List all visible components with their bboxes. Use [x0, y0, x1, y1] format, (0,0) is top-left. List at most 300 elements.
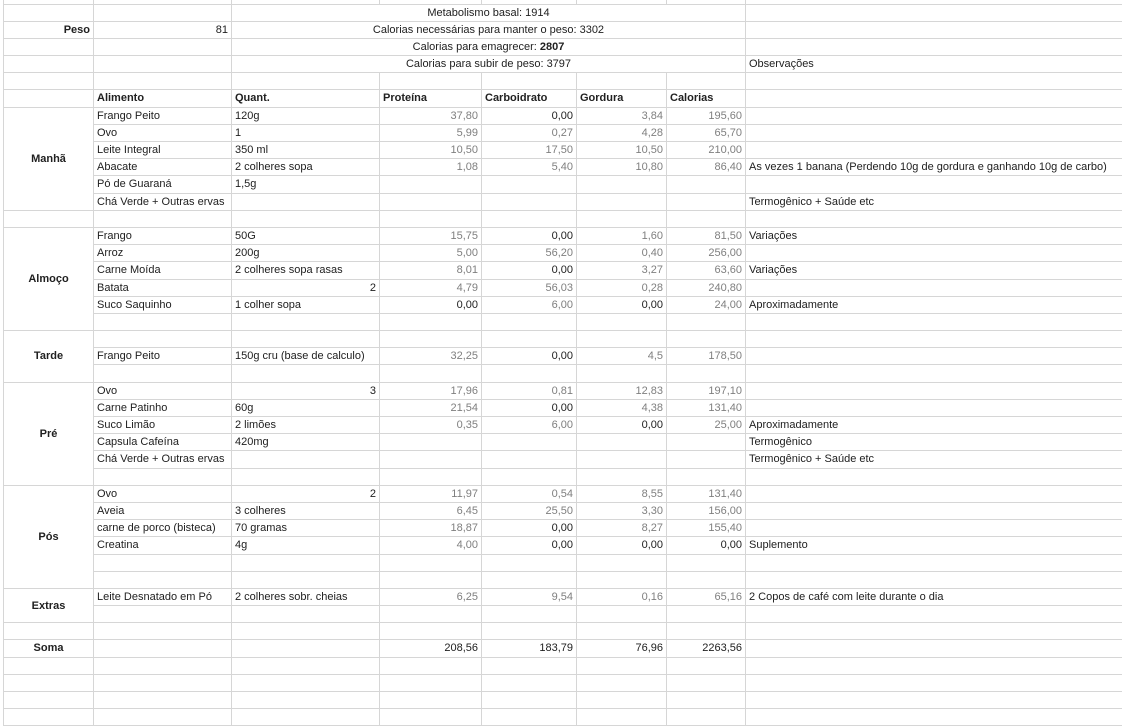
empty-cell[interactable] [4, 657, 94, 674]
calories-cell[interactable]: 65,16 [667, 588, 746, 605]
empty-cell[interactable] [94, 468, 232, 485]
empty-cell[interactable] [380, 210, 482, 227]
empty-cell[interactable] [232, 692, 380, 709]
section-label-cell[interactable]: Manhã [4, 107, 94, 210]
header-alimento[interactable]: Alimento [94, 90, 232, 107]
food-cell[interactable]: Suco Saquinho [94, 296, 232, 313]
empty-cell[interactable] [482, 365, 577, 382]
empty-cell[interactable] [94, 606, 232, 623]
food-cell[interactable]: Carne Moída [94, 262, 232, 279]
protein-cell[interactable]: 6,25 [380, 588, 482, 605]
fat-cell[interactable]: 0,16 [577, 588, 667, 605]
empty-cell[interactable] [94, 365, 232, 382]
carb-cell[interactable] [482, 193, 577, 210]
empty-cell[interactable] [577, 692, 667, 709]
calories-cell[interactable]: 195,60 [667, 107, 746, 124]
fat-cell[interactable] [577, 451, 667, 468]
empty-cell[interactable] [577, 554, 667, 571]
carb-cell[interactable]: 0,27 [482, 124, 577, 141]
carb-cell[interactable]: 0,81 [482, 382, 577, 399]
carb-cell[interactable]: 25,50 [482, 502, 577, 519]
empty-cell[interactable] [577, 606, 667, 623]
fat-cell[interactable]: 4,28 [577, 124, 667, 141]
calorias-emagrecer-cell[interactable] [232, 38, 746, 55]
empty-cell[interactable] [4, 623, 94, 640]
empty-cell[interactable] [482, 709, 577, 726]
fat-cell[interactable]: 0,00 [577, 417, 667, 434]
calories-cell[interactable]: 25,00 [667, 417, 746, 434]
empty-cell[interactable] [380, 554, 482, 571]
food-cell[interactable]: Frango [94, 227, 232, 244]
empty-cell[interactable] [380, 657, 482, 674]
protein-cell[interactable]: 18,87 [380, 520, 482, 537]
calories-cell[interactable] [667, 193, 746, 210]
empty-cell[interactable] [482, 692, 577, 709]
empty-cell[interactable] [94, 4, 232, 21]
calories-cell[interactable] [667, 176, 746, 193]
quant-cell[interactable]: 70 gramas [232, 520, 380, 537]
obs-cell[interactable] [746, 520, 1122, 537]
empty-cell[interactable] [482, 674, 577, 691]
fat-cell[interactable]: 0,40 [577, 245, 667, 262]
empty-cell[interactable] [746, 709, 1122, 726]
protein-cell[interactable]: 8,01 [380, 262, 482, 279]
empty-cell[interactable] [667, 73, 746, 90]
empty-cell[interactable] [667, 313, 746, 330]
carb-cell[interactable]: 0,00 [482, 227, 577, 244]
empty-cell[interactable] [94, 56, 232, 73]
empty-cell[interactable] [4, 692, 94, 709]
section-label-cell[interactable]: Extras [4, 588, 94, 622]
empty-cell[interactable] [94, 313, 232, 330]
carb-cell[interactable]: 56,03 [482, 279, 577, 296]
obs-cell[interactable]: As vezes 1 banana (Perdendo 10g de gordura e ganhando 10g de carbo) [746, 159, 1122, 176]
carb-cell[interactable] [482, 451, 577, 468]
carb-cell[interactable]: 0,00 [482, 262, 577, 279]
fat-cell[interactable]: 3,30 [577, 502, 667, 519]
calories-cell[interactable]: 63,60 [667, 262, 746, 279]
obs-cell[interactable] [746, 502, 1122, 519]
header-proteina[interactable]: Proteína [380, 90, 482, 107]
empty-cell[interactable] [746, 73, 1122, 90]
empty-cell[interactable] [667, 674, 746, 691]
food-cell[interactable]: Aveia [94, 502, 232, 519]
empty-cell[interactable] [746, 657, 1122, 674]
food-cell[interactable]: Carne Patinho [94, 399, 232, 416]
empty-cell[interactable] [94, 709, 232, 726]
food-cell[interactable]: Creatina [94, 537, 232, 554]
calories-cell[interactable]: 131,40 [667, 399, 746, 416]
empty-cell[interactable] [232, 313, 380, 330]
calories-cell[interactable]: 65,70 [667, 124, 746, 141]
carb-cell[interactable]: 0,54 [482, 485, 577, 502]
protein-cell[interactable]: 4,00 [380, 537, 482, 554]
empty-cell[interactable] [667, 365, 746, 382]
fat-cell[interactable]: 3,84 [577, 107, 667, 124]
fat-cell[interactable] [577, 176, 667, 193]
carb-cell[interactable] [482, 434, 577, 451]
empty-cell[interactable] [746, 210, 1122, 227]
obs-cell[interactable]: Termogênico [746, 434, 1122, 451]
obs-cell[interactable] [746, 348, 1122, 365]
food-cell[interactable]: Pó de Guaraná [94, 176, 232, 193]
calories-cell[interactable]: 24,00 [667, 296, 746, 313]
food-cell[interactable]: carne de porco (bisteca) [94, 520, 232, 537]
empty-cell[interactable] [380, 468, 482, 485]
empty-cell[interactable] [577, 623, 667, 640]
empty-cell[interactable] [746, 554, 1122, 571]
carb-cell[interactable]: 17,50 [482, 142, 577, 159]
calories-cell[interactable]: 197,10 [667, 382, 746, 399]
header-gordura[interactable]: Gordura [577, 90, 667, 107]
obs-cell[interactable] [746, 124, 1122, 141]
empty-cell[interactable] [94, 38, 232, 55]
calories-cell[interactable]: 0,00 [667, 537, 746, 554]
empty-cell[interactable] [380, 365, 482, 382]
calories-cell[interactable] [667, 451, 746, 468]
header-carboidrato[interactable]: Carboidrato [482, 90, 577, 107]
empty-cell[interactable] [577, 468, 667, 485]
calorias-manter-cell[interactable]: Calorias necessárias para manter o peso: 3302 [232, 21, 746, 38]
protein-cell[interactable] [380, 176, 482, 193]
empty-cell[interactable] [667, 331, 746, 348]
empty-cell[interactable] [577, 73, 667, 90]
quant-cell[interactable]: 50G [232, 227, 380, 244]
empty-cell[interactable] [232, 606, 380, 623]
quant-cell[interactable]: 120g [232, 107, 380, 124]
obs-cell[interactable]: Variações [746, 262, 1122, 279]
empty-cell[interactable] [667, 606, 746, 623]
empty-cell[interactable] [4, 73, 94, 90]
food-cell[interactable]: Ovo [94, 485, 232, 502]
empty-cell[interactable] [94, 623, 232, 640]
quant-cell[interactable]: 3 colheres [232, 502, 380, 519]
empty-cell[interactable] [232, 468, 380, 485]
fat-cell[interactable]: 1,60 [577, 227, 667, 244]
metabolismo-basal-cell[interactable]: Metabolismo basal: 1914 [232, 4, 746, 21]
calories-cell[interactable] [667, 434, 746, 451]
empty-cell[interactable] [4, 90, 94, 107]
quant-cell[interactable]: 2 [232, 485, 380, 502]
empty-cell[interactable] [482, 210, 577, 227]
empty-cell[interactable] [667, 709, 746, 726]
quant-cell[interactable]: 3 [232, 382, 380, 399]
empty-cell[interactable] [94, 657, 232, 674]
protein-cell[interactable]: 10,50 [380, 142, 482, 159]
peso-value-cell[interactable]: 81 [94, 21, 232, 38]
obs-cell[interactable]: Suplemento [746, 537, 1122, 554]
empty-cell[interactable] [482, 623, 577, 640]
protein-cell[interactable]: 4,79 [380, 279, 482, 296]
empty-cell[interactable] [667, 657, 746, 674]
calories-cell[interactable]: 2263,56 [667, 640, 746, 657]
quant-cell[interactable] [232, 451, 380, 468]
quant-cell[interactable]: 2 colheres sopa [232, 159, 380, 176]
empty-cell[interactable] [4, 4, 94, 21]
carb-cell[interactable]: 183,79 [482, 640, 577, 657]
empty-cell[interactable] [577, 657, 667, 674]
empty-cell[interactable] [482, 657, 577, 674]
empty-cell[interactable] [232, 365, 380, 382]
fat-cell[interactable]: 8,55 [577, 485, 667, 502]
empty-cell[interactable] [667, 468, 746, 485]
empty-cell[interactable] [482, 606, 577, 623]
quant-cell[interactable]: 150g cru (base de calculo) [232, 348, 380, 365]
calories-cell[interactable]: 240,80 [667, 279, 746, 296]
empty-cell[interactable] [577, 709, 667, 726]
empty-cell[interactable] [4, 210, 94, 227]
empty-cell[interactable] [380, 606, 482, 623]
quant-cell[interactable]: 4g [232, 537, 380, 554]
fat-cell[interactable]: 4,38 [577, 399, 667, 416]
food-cell[interactable]: Chá Verde + Outras ervas [94, 451, 232, 468]
empty-cell[interactable] [380, 709, 482, 726]
quant-cell[interactable]: 1 [232, 124, 380, 141]
protein-cell[interactable]: 11,97 [380, 485, 482, 502]
food-cell[interactable]: Leite Integral [94, 142, 232, 159]
obs-cell[interactable] [746, 142, 1122, 159]
calories-cell[interactable]: 210,00 [667, 142, 746, 159]
empty-cell[interactable] [380, 331, 482, 348]
fat-cell[interactable]: 0,28 [577, 279, 667, 296]
quant-cell[interactable]: 2 [232, 279, 380, 296]
section-label-cell[interactable]: Tarde [4, 331, 94, 383]
carb-cell[interactable]: 56,20 [482, 245, 577, 262]
empty-cell[interactable] [577, 210, 667, 227]
empty-cell[interactable] [667, 210, 746, 227]
table-row [4, 176, 1122, 193]
obs-cell[interactable] [746, 640, 1122, 657]
empty-cell[interactable] [746, 313, 1122, 330]
empty-cell[interactable] [380, 73, 482, 90]
empty-cell[interactable] [667, 571, 746, 588]
protein-cell[interactable]: 5,99 [380, 124, 482, 141]
empty-cell[interactable] [232, 674, 380, 691]
table-row [4, 262, 1122, 279]
fat-cell[interactable] [577, 434, 667, 451]
obs-cell[interactable] [746, 107, 1122, 124]
empty-cell[interactable] [482, 554, 577, 571]
protein-cell[interactable]: 0,35 [380, 417, 482, 434]
empty-cell[interactable] [94, 554, 232, 571]
empty-cell[interactable] [667, 623, 746, 640]
quant-cell[interactable]: 1 colher sopa [232, 296, 380, 313]
empty-cell[interactable] [577, 365, 667, 382]
food-cell[interactable]: Frango Peito [94, 107, 232, 124]
fat-cell[interactable]: 10,50 [577, 142, 667, 159]
empty-cell[interactable] [746, 365, 1122, 382]
observacoes-header-cell[interactable]: Observações [746, 56, 1122, 73]
empty-cell[interactable] [482, 313, 577, 330]
empty-cell[interactable] [746, 38, 1122, 55]
protein-cell[interactable] [380, 451, 482, 468]
quant-cell[interactable]: 200g [232, 245, 380, 262]
food-cell[interactable]: Ovo [94, 382, 232, 399]
empty-cell[interactable] [4, 38, 94, 55]
empty-cell[interactable] [94, 331, 232, 348]
empty-cell[interactable] [94, 210, 232, 227]
obs-cell[interactable]: Termogênico + Saúde etc [746, 451, 1122, 468]
food-cell[interactable]: Leite Desnatado em Pó [94, 588, 232, 605]
quant-cell[interactable]: 1,5g [232, 176, 380, 193]
empty-cell[interactable] [746, 331, 1122, 348]
quant-cell[interactable]: 2 colheres sopa rasas [232, 262, 380, 279]
empty-cell[interactable] [380, 674, 482, 691]
quant-cell[interactable]: 2 limões [232, 417, 380, 434]
calories-cell[interactable]: 155,40 [667, 520, 746, 537]
fat-cell[interactable]: 3,27 [577, 262, 667, 279]
obs-cell[interactable] [746, 485, 1122, 502]
protein-cell[interactable] [380, 434, 482, 451]
empty-cell[interactable] [667, 692, 746, 709]
fat-cell[interactable]: 0,00 [577, 537, 667, 554]
empty-cell[interactable] [232, 657, 380, 674]
fat-cell[interactable]: 0,00 [577, 296, 667, 313]
section-label-cell[interactable]: Pré [4, 382, 94, 485]
empty-cell[interactable] [746, 606, 1122, 623]
empty-cell[interactable] [94, 73, 232, 90]
section-label-cell[interactable]: Pós [4, 485, 94, 588]
empty-cell[interactable] [232, 623, 380, 640]
protein-cell[interactable]: 208,56 [380, 640, 482, 657]
fat-cell[interactable]: 76,96 [577, 640, 667, 657]
empty-cell[interactable] [482, 468, 577, 485]
obs-cell[interactable]: Aproximadamente [746, 296, 1122, 313]
empty-cell[interactable] [380, 571, 482, 588]
quant-cell[interactable]: 2 colheres sobr. cheias [232, 588, 380, 605]
carb-cell[interactable]: 0,00 [482, 399, 577, 416]
empty-cell[interactable] [746, 623, 1122, 640]
obs-cell[interactable] [746, 399, 1122, 416]
empty-cell[interactable] [746, 4, 1122, 21]
empty-cell[interactable] [232, 331, 380, 348]
quant-cell[interactable] [232, 193, 380, 210]
food-cell[interactable]: Frango Peito [94, 348, 232, 365]
protein-cell[interactable]: 17,96 [380, 382, 482, 399]
empty-cell[interactable] [232, 210, 380, 227]
food-cell[interactable]: Capsula Cafeína [94, 434, 232, 451]
empty-cell[interactable] [667, 554, 746, 571]
protein-cell[interactable]: 15,75 [380, 227, 482, 244]
empty-cell[interactable] [232, 571, 380, 588]
empty-cell[interactable] [232, 73, 380, 90]
quant-cell[interactable]: 420mg [232, 434, 380, 451]
calories-cell[interactable]: 86,40 [667, 159, 746, 176]
food-cell[interactable] [94, 640, 232, 657]
obs-cell[interactable]: Aproximadamente [746, 417, 1122, 434]
protein-cell[interactable]: 21,54 [380, 399, 482, 416]
obs-cell[interactable] [746, 382, 1122, 399]
protein-cell[interactable]: 32,25 [380, 348, 482, 365]
obs-cell[interactable]: Termogênico + Saúde etc [746, 193, 1122, 210]
empty-cell[interactable] [380, 692, 482, 709]
empty-cell[interactable] [4, 674, 94, 691]
header-calorias[interactable]: Calorias [667, 90, 746, 107]
fat-cell[interactable]: 10,80 [577, 159, 667, 176]
calories-cell[interactable]: 131,40 [667, 485, 746, 502]
empty-cell[interactable] [746, 571, 1122, 588]
protein-cell[interactable] [380, 193, 482, 210]
carb-cell[interactable]: 6,00 [482, 296, 577, 313]
empty-cell[interactable] [577, 674, 667, 691]
protein-cell[interactable]: 37,80 [380, 107, 482, 124]
section-label-cell[interactable]: Soma [4, 640, 94, 657]
empty-cell[interactable] [4, 56, 94, 73]
empty-cell[interactable] [746, 692, 1122, 709]
obs-cell[interactable] [746, 176, 1122, 193]
empty-cell[interactable] [94, 571, 232, 588]
protein-cell[interactable]: 1,08 [380, 159, 482, 176]
empty-cell[interactable] [746, 21, 1122, 38]
empty-cell[interactable] [746, 674, 1122, 691]
empty-cell[interactable] [746, 90, 1122, 107]
calories-cell[interactable]: 178,50 [667, 348, 746, 365]
empty-cell[interactable] [4, 709, 94, 726]
quant-cell[interactable]: 350 ml [232, 142, 380, 159]
empty-cell[interactable] [482, 571, 577, 588]
quant-cell[interactable]: 60g [232, 399, 380, 416]
calorias-subir-cell[interactable]: Calorias para subir de peso: 3797 [232, 56, 746, 73]
empty-cell[interactable] [380, 623, 482, 640]
calories-cell[interactable]: 256,00 [667, 245, 746, 262]
empty-cell[interactable] [482, 73, 577, 90]
empty-cell[interactable] [577, 313, 667, 330]
fat-cell[interactable]: 4,5 [577, 348, 667, 365]
empty-cell[interactable] [94, 692, 232, 709]
calories-cell[interactable]: 156,00 [667, 502, 746, 519]
food-cell[interactable]: Batata [94, 279, 232, 296]
protein-cell[interactable]: 0,00 [380, 296, 482, 313]
carb-cell[interactable]: 0,00 [482, 537, 577, 554]
fat-cell[interactable] [577, 193, 667, 210]
protein-cell[interactable]: 5,00 [380, 245, 482, 262]
food-cell[interactable]: Arroz [94, 245, 232, 262]
food-cell[interactable]: Suco Limão [94, 417, 232, 434]
carb-cell[interactable]: 6,00 [482, 417, 577, 434]
peso-label-cell[interactable]: Peso [4, 21, 94, 38]
empty-cell[interactable] [577, 331, 667, 348]
table-row [4, 193, 1122, 210]
carb-cell[interactable]: 0,00 [482, 107, 577, 124]
obs-cell[interactable] [746, 279, 1122, 296]
empty-cell[interactable] [746, 468, 1122, 485]
empty-cell[interactable] [577, 571, 667, 588]
quant-cell[interactable] [232, 640, 380, 657]
carb-cell[interactable]: 0,00 [482, 348, 577, 365]
food-cell[interactable]: Chá Verde + Outras ervas [94, 193, 232, 210]
calories-cell[interactable]: 81,50 [667, 227, 746, 244]
food-cell[interactable]: Abacate [94, 159, 232, 176]
empty-cell[interactable] [482, 331, 577, 348]
carb-cell[interactable]: 5,40 [482, 159, 577, 176]
empty-cell[interactable] [232, 554, 380, 571]
obs-cell[interactable]: 2 Copos de café com leite durante o dia [746, 588, 1122, 605]
section-label-cell[interactable]: Almoço [4, 227, 94, 330]
empty-cell[interactable] [232, 709, 380, 726]
obs-cell[interactable] [746, 245, 1122, 262]
fat-cell[interactable]: 8,27 [577, 520, 667, 537]
empty-cell[interactable] [94, 674, 232, 691]
empty-cell[interactable] [380, 313, 482, 330]
food-cell[interactable]: Ovo [94, 124, 232, 141]
protein-cell[interactable]: 6,45 [380, 502, 482, 519]
header-quant[interactable]: Quant. [232, 90, 380, 107]
carb-cell[interactable] [482, 176, 577, 193]
obs-cell[interactable]: Variações [746, 227, 1122, 244]
fat-cell[interactable]: 12,83 [577, 382, 667, 399]
carb-cell[interactable]: 9,54 [482, 588, 577, 605]
carb-cell[interactable]: 0,00 [482, 520, 577, 537]
